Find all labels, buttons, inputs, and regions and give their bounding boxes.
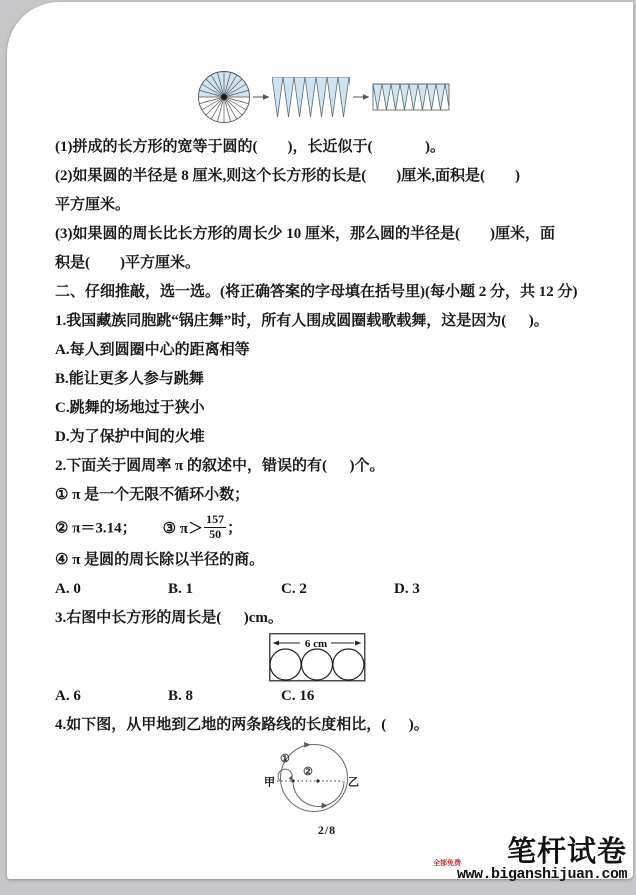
circle-2 [302,649,333,680]
q1-option-a: A.每人到圆圈中心的距离相等 [55,342,250,358]
circle-1 [270,649,301,680]
q3-option-c: C. 16 [281,688,315,704]
section-two-heading: 二、仔细推敲，选一选。(将正确答案的字母填在括号里)(每小题 2 分，共 12 分) [55,284,578,300]
figure-rectangle-three-circles [269,633,599,682]
q2-statement-2: ② π＝3.14； [55,520,137,537]
q1-text: 1.我国藏族同胞跳“锅庄舞”时，所有人围成圆圈载歌载舞，这是因为( )。 [55,313,549,329]
q2-text: 2.下面关于圆周率 π 的叙述中，错误的有( )个。 [55,458,385,474]
loose-sector-strip [272,77,350,117]
q2-statement-1: ① π 是一个无限不循环小数； [55,487,250,503]
q2-option-a: A. 0 [55,581,81,597]
sectored-circle-icon [199,72,250,123]
figure-circle-to-rectangle [197,68,599,131]
fill-blank-line-2-cont: 平方厘米。 [55,197,131,213]
fraction-numerator: 157 [206,512,225,527]
fraction-157-50 [204,513,226,542]
q2-option-c: C. 2 [281,581,307,597]
q3-options-row [55,682,599,711]
route-2-lower-arrowhead [322,803,328,809]
fill-blank-line-3-cont: 积是( )平方厘米。 [55,255,200,271]
circle-3 [333,649,364,680]
right-arrow-icon [253,94,270,100]
start-label: 甲 [264,776,275,789]
q2-statement-3-prefix: ③ π＞ [162,520,204,537]
q1-option-d: D.为了保护中间的火堆 [55,429,205,445]
q2-option-b: B. 1 [168,581,194,597]
watermark-url: www.biganshijuan.com [456,866,627,883]
rectangle-circles-diagram [269,633,366,682]
q2-option-d: D. 3 [394,581,420,597]
route-1-label: ① [280,753,290,765]
fill-blank-line-1: (1)拼成的长方形的宽等于圆的( )，长近似于( )。 [55,139,445,155]
q1-option-b: B.能让更多人参与跳舞 [55,371,204,387]
point-dot [316,779,319,782]
q3-text: 3.右图中长方形的周长是( )cm。 [55,610,283,626]
fraction-denominator: 50 [209,527,222,542]
routes-diagram [262,740,370,822]
dimension-label: 6 cm [304,638,328,650]
q3-option-b: B. 8 [168,688,194,704]
q4-text: 4.如下图，从甲地到乙地的两条路线的长度相比，( )。 [55,717,429,733]
page-number: 2/8 [317,823,337,837]
circle-to-rectangle-diagram [197,68,451,126]
q2-statements-2-3 [55,510,599,546]
watermark [431,836,627,883]
q2-statement-4: ④ π 是圆的周长除以半径的商。 [55,552,265,568]
worksheet-page [7,2,633,883]
route-2-label: ② [303,766,313,778]
watermark-free-tag: 全部免费 [433,860,461,867]
fill-blank-line-2: (2)如果圆的半径是 8 厘米,则这个长方形的长是( )厘米,面积是( ) [55,168,520,184]
worksheet-content [7,68,633,837]
q2-options-row [55,575,599,604]
route-1-arrowhead [304,742,311,748]
end-label: 乙 [348,776,359,789]
q3-option-a: A. 6 [55,688,81,704]
fill-blank-line-3: (3)如果圆的周长比长方形的周长少 10 厘米，那么圆的半径是( )厘米，面 [55,226,555,242]
right-arrow-icon [353,94,370,100]
figure-two-routes [262,740,599,822]
q1-option-c: C.跳舞的场地过于狭小 [55,400,205,416]
q2-statement-3-suffix: ； [227,520,243,537]
watermark-brand: 笔杆试卷 [506,836,627,868]
compact-rectangle-strip [373,84,449,110]
